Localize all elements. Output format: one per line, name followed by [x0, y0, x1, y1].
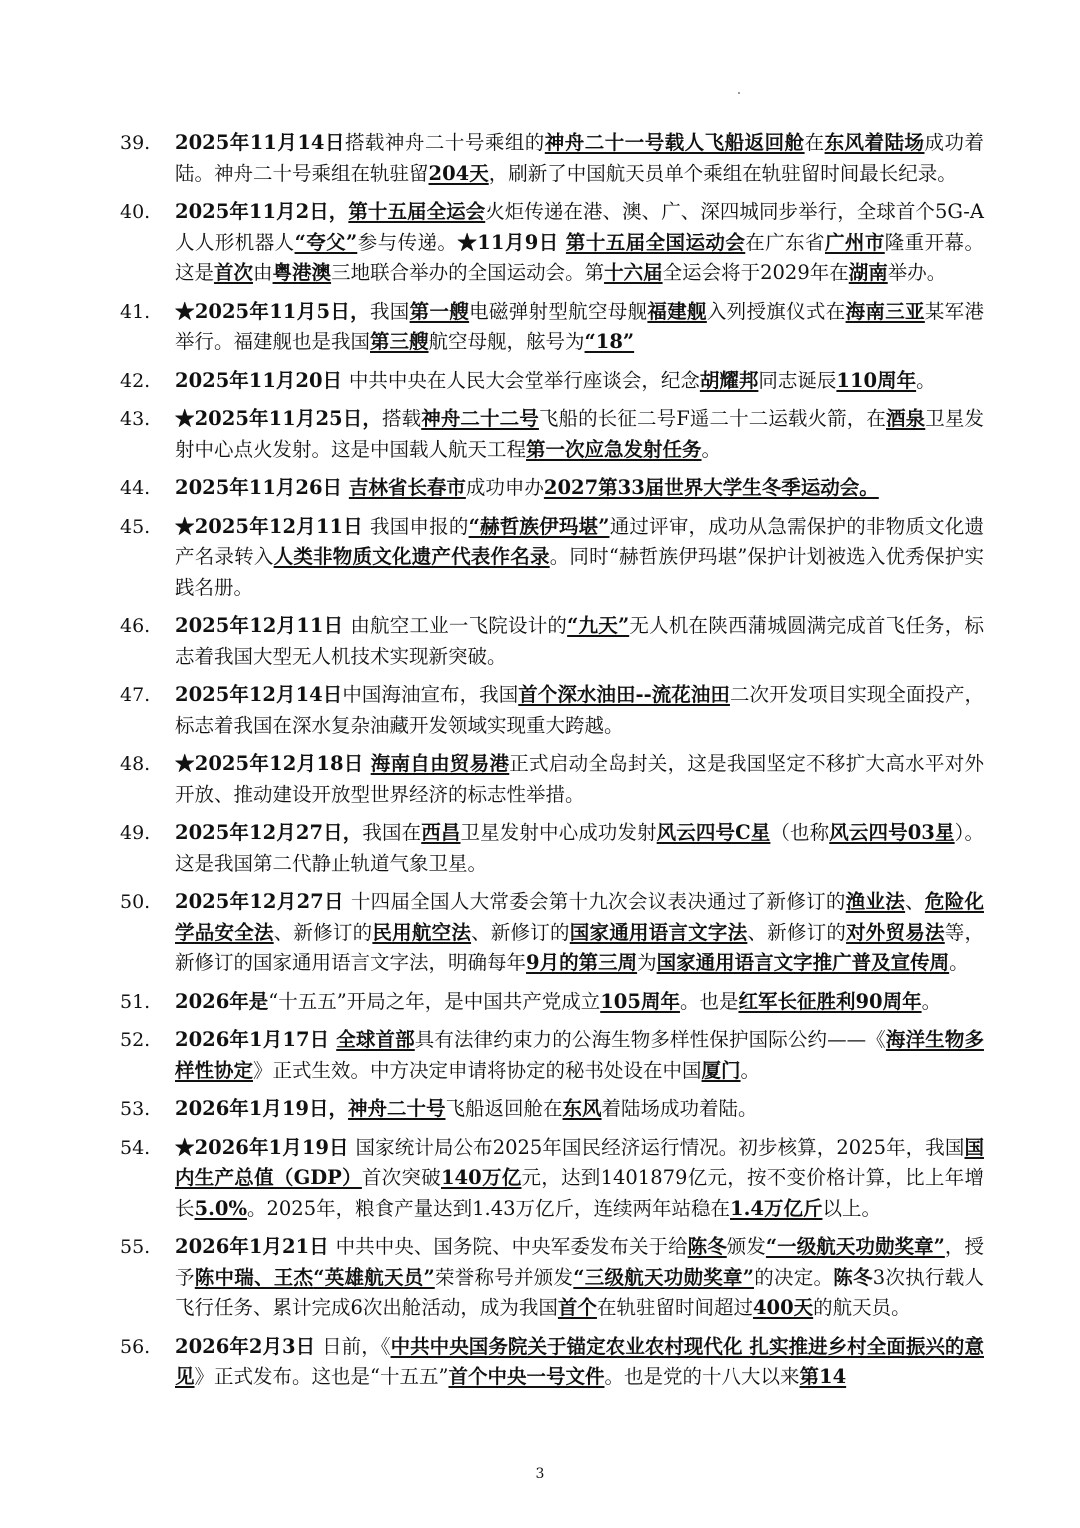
text-segment: 。: [701, 437, 722, 461]
item-number: 44.: [120, 477, 151, 499]
item-text: [175, 1232, 984, 1324]
list-item: [120, 128, 984, 189]
text-segment: 同志诞辰: [758, 368, 837, 392]
text-segment: 我国在: [362, 821, 422, 844]
text-segment: （也称: [770, 821, 830, 844]
text-segment: 。2025年，粮食产量达到1.43万亿斤，连续两年站稳在: [246, 1196, 731, 1220]
list-item: [120, 680, 984, 741]
item-text: [175, 1094, 984, 1125]
item-text: [175, 197, 984, 289]
text-segment: 卫星发射中心成功发射: [460, 821, 657, 844]
highlighted-term: “九天”: [567, 614, 630, 637]
list-item: [120, 297, 984, 358]
text-segment: 在: [804, 131, 825, 154]
text-segment: 火炬传递在港、澳、广、深四城同步举行，全球首个5G-A人人形机器人: [175, 200, 984, 254]
text-segment: 成功申办: [465, 476, 544, 499]
text-segment: 飞船返回舱在: [445, 1097, 563, 1120]
bold-text: 陈冬: [833, 1265, 873, 1289]
text-segment: 成功着陆。神舟二十号乘组在轨驻留: [175, 131, 984, 185]
text-segment: 电磁弹射型航空母舰: [469, 299, 648, 323]
bold-text: ★2025年11月25日，: [175, 407, 382, 430]
text-segment: 在广东省: [745, 230, 825, 254]
text-segment: 着陆场成功着陆。: [601, 1097, 758, 1120]
item-text: [175, 680, 984, 741]
text-segment: 具有法律约束力的公海生物多样性保护国际公约——《: [414, 1028, 886, 1051]
highlighted-term: 1.4万亿斤: [730, 1196, 823, 1220]
highlighted-term: 神舟二十号: [347, 1097, 446, 1120]
text-segment: 卫星发射中心点火发射。这是中国载人航天工程: [175, 407, 984, 461]
highlighted-term: 湖南: [848, 261, 888, 284]
text-segment: 、新修订的: [747, 920, 847, 944]
highlighted-term: 酒泉: [886, 407, 926, 430]
text-segment: 、新修订的: [471, 920, 570, 944]
highlighted-term: 广州市: [824, 230, 885, 254]
text-segment: 搭载神舟二十号乘组的: [344, 131, 545, 154]
highlighted-term: 东风着陆场: [824, 131, 925, 154]
item-number: 42.: [120, 369, 151, 392]
highlighted-term: 140万亿: [440, 1166, 522, 1189]
item-number: 52.: [120, 1029, 151, 1051]
text-segment: 日前，《: [322, 1334, 391, 1358]
highlighted-term: 400天: [752, 1296, 814, 1319]
highlighted-term: 国家通用语言文字推广普及宣传周: [656, 951, 950, 974]
highlighted-term: 全球首部: [336, 1028, 415, 1051]
text-segment: 由: [253, 261, 273, 284]
highlighted-term: 福建舰: [647, 299, 707, 323]
highlighted-term: 神舟二十二号: [421, 407, 539, 430]
item-number: 41.: [120, 300, 151, 323]
highlighted-term: “三级航天功勋奖章”: [573, 1265, 754, 1289]
item-number: 55.: [120, 1236, 151, 1258]
list-item: [120, 1332, 984, 1393]
highlighted-term: 陈冬: [687, 1235, 727, 1258]
text-segment: 、新修订的: [273, 920, 373, 944]
highlighted-term: 神舟二十一号载人飞船返回舱: [544, 131, 805, 154]
text-segment: 在轨驻留时间超过: [596, 1296, 753, 1319]
text-segment: 颁发: [726, 1235, 766, 1258]
item-text: [175, 818, 984, 879]
text-segment: 十四届全国人大常委会第十九次会议表决通过了新修订的: [350, 890, 846, 913]
highlighted-term: 胡耀邦: [699, 368, 759, 392]
item-text: [175, 128, 984, 189]
list-item: [120, 1094, 984, 1125]
highlighted-term: 风云四号03星: [829, 821, 955, 844]
text-segment: 的航天员。: [813, 1296, 911, 1319]
text-segment: 无人机在陕西蒲城圆满完成首飞任务，标志着我国大型无人机技术实现新突破。: [175, 614, 984, 668]
item-text: [175, 1332, 984, 1393]
highlighted-term: 海南三亚: [845, 299, 925, 323]
text-segment: 参与传递。: [357, 230, 458, 254]
text-segment: 入列授旗仪式在: [706, 299, 846, 323]
highlighted-term: 105周年: [600, 989, 680, 1013]
text-segment: 。: [740, 1058, 761, 1082]
list-item: [120, 611, 984, 672]
list-item: [120, 473, 984, 504]
list-item: [120, 366, 984, 397]
item-number: 43.: [120, 408, 151, 430]
text-segment: 等，新修订的国家通用语言文字法，明确每年: [175, 920, 984, 974]
highlighted-term: 第14: [799, 1365, 847, 1388]
highlighted-term: 首次: [214, 261, 254, 284]
bold-text: 2026年1月19日，: [175, 1097, 348, 1120]
list-item: [120, 512, 984, 604]
news-item-list: [120, 128, 984, 1401]
highlighted-term: 厦门: [701, 1058, 741, 1082]
text-segment: 。: [949, 951, 969, 974]
text-segment: 》正式发布。这也是“十五五”: [194, 1365, 449, 1388]
bold-text: 2025年11月20日: [175, 368, 349, 392]
bold-text: 2025年12月27日: [175, 890, 351, 913]
page-number: 3: [535, 1466, 545, 1482]
text-segment: 二次开发项目实现全面投产，标志着我国在深水复杂油藏开发领域实现重大跨越。: [175, 683, 985, 737]
text-segment: 举办。: [887, 261, 947, 284]
item-number: 48.: [120, 753, 151, 775]
item-text: [175, 987, 984, 1018]
highlighted-term: 吉林省长春市: [348, 476, 466, 499]
text-segment: 以上。: [822, 1196, 881, 1220]
text-segment: 。也是: [679, 989, 739, 1013]
highlighted-term: 第一艘: [409, 299, 470, 323]
bold-text: 2025年11月26日: [175, 476, 349, 499]
highlighted-term: 第一次应急发射任务: [526, 437, 702, 461]
highlighted-term: 第十五届全国运动会: [565, 230, 746, 254]
bold-text: 2025年12月11日: [175, 614, 351, 637]
text-segment: ，刷新了中国航天员单个乘组在轨驻留时间最长纪录。: [488, 161, 957, 185]
bold-text: 2025年11月2日，: [175, 200, 349, 223]
list-item: [120, 404, 984, 465]
highlighted-term: 人类非物质文化遗产代表作名录: [273, 545, 550, 568]
highlighted-term: 粤港澳: [272, 261, 332, 284]
text-segment: ，授予: [175, 1235, 984, 1289]
item-number: 56.: [120, 1335, 151, 1358]
text-segment: 。也是党的十八大以来: [604, 1365, 800, 1388]
text-segment: 中共中央、国务院、中央军委发布关于给: [335, 1235, 688, 1258]
highlighted-term: 5.0%: [194, 1196, 247, 1220]
highlighted-term: 国家通用语言文字法: [569, 920, 748, 944]
text-segment: 的决定。: [754, 1265, 834, 1289]
item-number: 53.: [120, 1098, 151, 1120]
highlighted-term: 204天: [428, 161, 489, 185]
list-item: [120, 1133, 984, 1225]
item-number: 45.: [120, 515, 151, 538]
list-item: [120, 818, 984, 879]
list-item: [120, 749, 984, 810]
highlighted-term: 9月的第三周: [526, 951, 638, 974]
item-number: 46.: [120, 615, 151, 637]
highlighted-term: “18”: [584, 330, 635, 353]
bold-text: 2026年1月21日: [175, 1235, 336, 1258]
bold-text: ★2026年1月19日: [175, 1135, 356, 1159]
highlighted-term: 海洋生物多样性协定: [175, 1028, 984, 1082]
highlighted-term: 第三艘: [370, 330, 429, 353]
bold-text: 2026年1月17日: [175, 1028, 337, 1051]
bold-text: 2025年12月14日: [175, 683, 343, 706]
highlighted-term: 国内生产总值（GDP）: [175, 1135, 984, 1189]
text-segment: 荣誉称号并颁发: [434, 1265, 574, 1289]
item-number: 47.: [120, 684, 151, 706]
text-segment: 中国海油宣布，我国: [342, 683, 519, 706]
item-text: [175, 611, 984, 672]
text-segment: 我国: [369, 299, 410, 323]
text-segment: 正式启动全岛封关，这是我国坚定不移扩大高水平对外开放、推动建设开放型世界经济的标志性举措。: [175, 752, 984, 806]
item-number: 51.: [120, 990, 151, 1013]
text-segment: 3次执行载人飞行任务、累计完成6次出舱活动，成为我国: [175, 1265, 984, 1319]
bold-text: ★2025年12月11日: [175, 514, 371, 538]
item-text: [175, 404, 984, 465]
text-segment: 为: [637, 951, 657, 974]
highlighted-term: 首个深水油田--流花油田: [518, 683, 730, 706]
text-segment: 某军港举行。福建舰也是我国: [175, 299, 984, 353]
text-segment: 》正式生效。中方决定申请将协定的秘书处设在中国: [253, 1058, 702, 1082]
highlighted-term: 2027第33届世界大学生冬季运动会。: [543, 476, 879, 499]
highlighted-term: 十六届: [604, 261, 663, 284]
item-text: [175, 749, 984, 810]
list-item: [120, 1232, 984, 1324]
bold-text: 2026年2月3日: [175, 1334, 323, 1358]
highlighted-term: 陈中瑞、王杰: [194, 1265, 314, 1289]
text-segment: 中共中央在人民大会堂举行座谈会，纪念: [348, 368, 700, 392]
item-number: 49.: [120, 822, 151, 844]
bold-text: 2025年12月27日，: [175, 821, 363, 844]
bold-text: ★2025年12月18日: [175, 752, 371, 775]
text-segment: 隆重开幕。这是: [175, 230, 984, 284]
text-segment: 元，达到1401879亿元，按不变价格计算，比上年增长: [175, 1166, 984, 1220]
highlighted-term: 民用航空法: [372, 920, 472, 944]
highlighted-term: “英雄航天员”: [313, 1265, 435, 1289]
highlighted-term: “夸父”: [294, 230, 358, 254]
text-segment: 通过评审，成功从急需保护的非物质文化遗产名录转入: [175, 514, 984, 568]
item-text: [175, 887, 984, 979]
highlighted-term: 对外贸易法: [846, 920, 945, 944]
highlighted-term: 渔业法: [845, 890, 906, 913]
item-text: [175, 473, 984, 504]
text-segment: 国家统计局公布2025年国民经济运行情况。初步核算，2025年，我国: [355, 1135, 965, 1159]
text-segment: 。: [921, 989, 942, 1013]
highlighted-term: 中共中央国务院关于锚定农业农村现代化 扎实推进乡村全面振兴的意见: [175, 1334, 984, 1388]
item-number: 50.: [120, 891, 151, 913]
item-text: [175, 1133, 984, 1225]
item-text: [175, 297, 984, 358]
text-segment: 我国申报的: [370, 514, 469, 538]
highlighted-term: 危险化学品安全法: [175, 890, 984, 944]
highlighted-term: 风云四号C星: [656, 821, 771, 844]
bold-text: ★2025年11月5日，: [175, 299, 370, 323]
highlighted-term: 110周年: [836, 368, 917, 392]
text-segment: 。: [916, 368, 936, 392]
highlighted-term: 红军长征胜利90周年: [738, 989, 922, 1013]
text-segment: 由航空工业一飞院设计的: [350, 614, 568, 637]
highlighted-term: 首个中央一号文件: [448, 1365, 605, 1388]
text-segment: 三地联合举办的全国运动会。第: [331, 261, 605, 284]
highlighted-term: “一级航天功勋奖章”: [765, 1235, 945, 1258]
list-item: [120, 1025, 984, 1086]
text-segment: ）。这是我国第二代静止轨道气象卫星。: [175, 821, 984, 875]
scan-speck: [738, 92, 740, 94]
text-segment: 、: [905, 890, 925, 913]
list-item: [120, 887, 984, 979]
text-segment: 搭载: [381, 407, 422, 430]
text-segment: 飞船的长征二号F遥二十二运载火箭，在: [538, 407, 887, 430]
highlighted-term: 东风: [562, 1097, 602, 1120]
highlighted-term: 西昌: [421, 821, 461, 844]
bold-text: 2025年11月14日: [175, 131, 345, 154]
item-number: 40.: [120, 201, 151, 223]
list-item: [120, 987, 984, 1018]
bold-text: 2026年是: [175, 989, 269, 1013]
item-text: [175, 1025, 984, 1086]
text-segment: “十五五”开局之年，是中国共产党成立: [268, 989, 601, 1013]
highlighted-term: “赫哲族伊玛堪”: [468, 514, 610, 538]
highlighted-term: 第十五届全运会: [348, 200, 486, 223]
text-segment: 全运会将于2029年在: [662, 261, 849, 284]
item-number: 39.: [120, 132, 151, 154]
item-text: [175, 512, 984, 604]
text-segment: 。同时“赫哲族伊玛堪”保护计划被选入优秀保护实践名册。: [175, 545, 984, 599]
text-segment: 航空母舰，舷号为: [428, 330, 585, 353]
bold-text: ★11月9日: [457, 230, 566, 254]
item-text: [175, 366, 984, 397]
text-segment: 首次突破: [361, 1166, 441, 1189]
item-number: 54.: [120, 1136, 151, 1159]
highlighted-term: 海南自由贸易港: [370, 752, 510, 775]
list-item: [120, 197, 984, 289]
highlighted-term: 首个: [557, 1296, 597, 1319]
